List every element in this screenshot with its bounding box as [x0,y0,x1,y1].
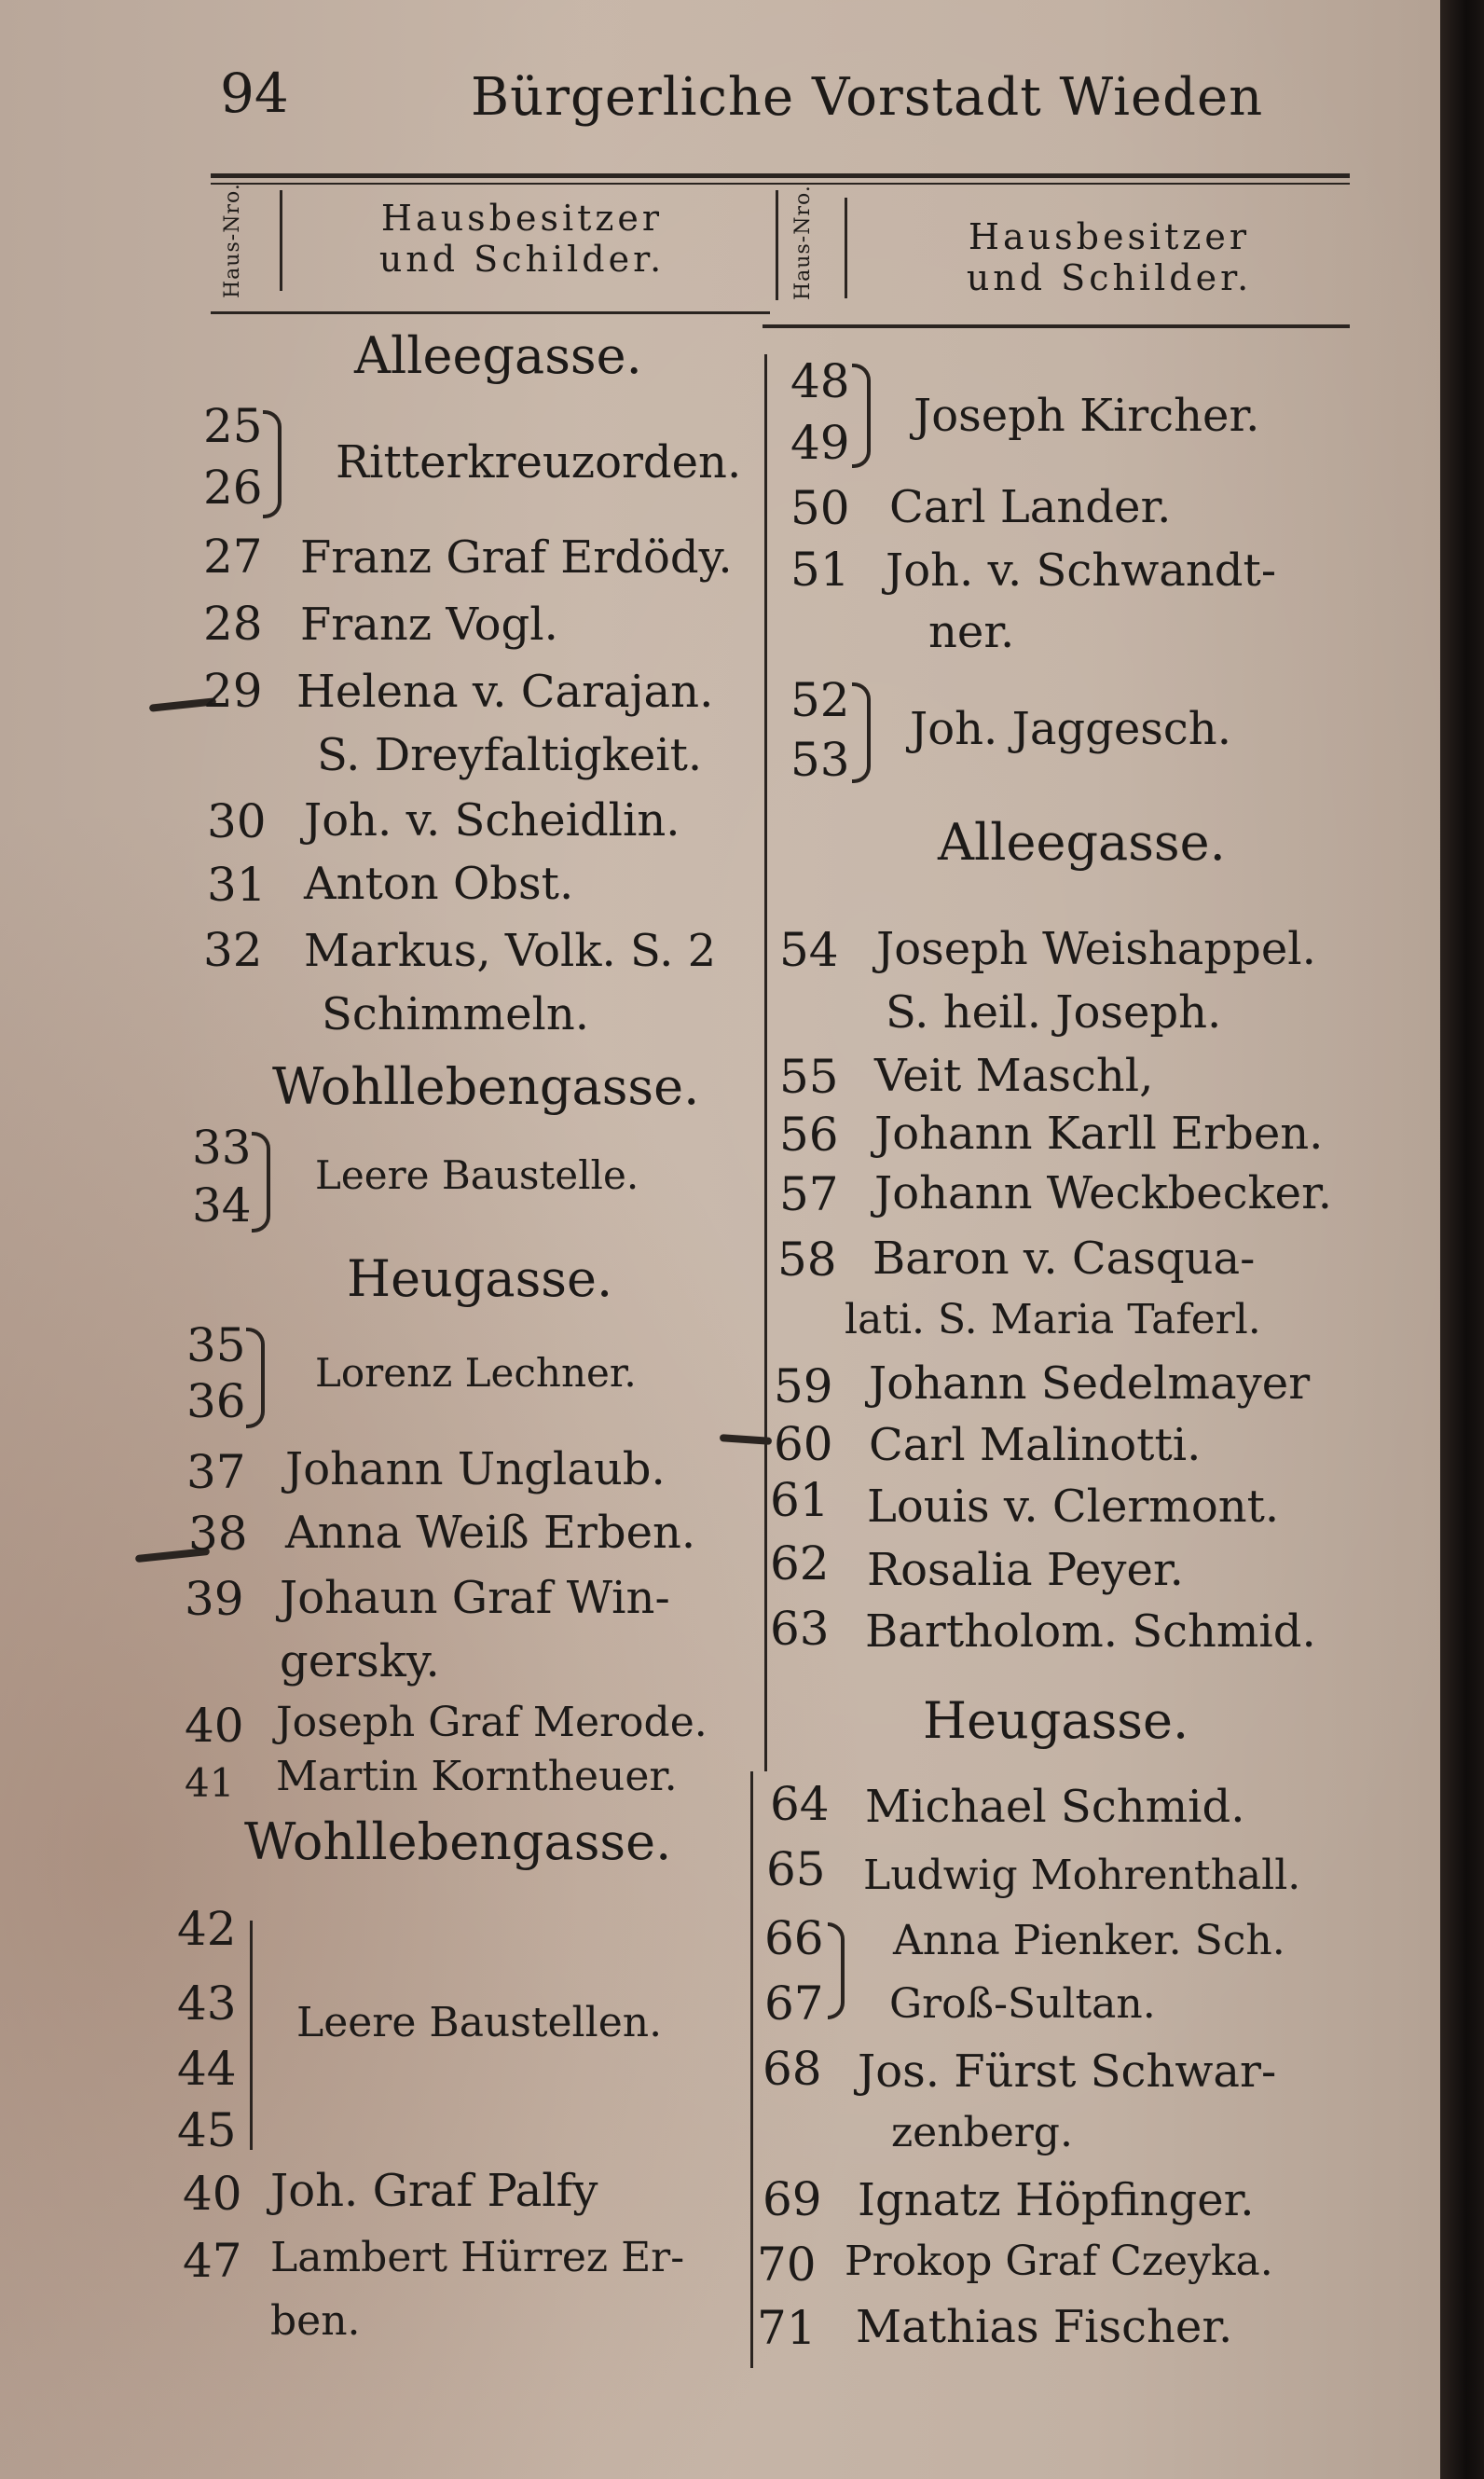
house-number: 53 [790,733,850,787]
house-number: 32 [203,923,263,977]
house-number: 43 [177,1976,237,2031]
house-number: 40 [183,2167,242,2221]
header-line2: und Schilder. [966,257,1253,298]
house-number: 63 [770,1602,830,1656]
owner-entry: Joseph Weishappel. [876,923,1316,975]
owner-entry: Johann Sedelmayer [869,1357,1311,1410]
owner-entry: Joh. Graf Palfy [270,2165,598,2217]
owner-entry: Joh. Jaggesch. [910,703,1231,755]
owner-entry: Franz Vogl. [300,599,558,651]
header-line2: und Schilder. [378,239,666,280]
street-heading: Wohllebengasse. [244,1812,672,1871]
book-gutter [1440,0,1484,2479]
house-number: 61 [770,1473,830,1527]
owner-entry: Ludwig Mohrenthall. [863,1852,1301,1899]
house-number: 50 [790,481,850,535]
house-number: 70 [757,2238,817,2292]
owner-entry: Veit Maschl, [874,1050,1154,1102]
owner-entry: Markus, Volk. S. 2 [304,925,717,977]
owner-entry: Joseph Graf Merode. [276,1699,708,1746]
owner-entry-continued: S. heil. Joseph. [886,986,1222,1039]
owner-entry: Joh. v. Schwandt- [886,544,1277,597]
house-number: 37 [186,1445,246,1499]
street-heading: Alleegasse. [938,813,1226,872]
owner-entry: Anton Obst. [304,858,574,910]
owner-entry: Johann Karll Erben. [874,1108,1324,1160]
header-rule-bottom [211,311,770,314]
house-number: 52 [790,673,850,727]
house-number: 38 [188,1507,248,1561]
street-heading: Wohllebengasse. [272,1057,700,1116]
owner-entry: Michael Schmid. [865,1781,1245,1833]
owner-entry: Mathias Fischer. [856,2301,1233,2353]
house-number: 36 [186,1374,246,1428]
owner-entry: Louis v. Clermont. [867,1481,1280,1533]
owner-entry: Anna Pienker. Sch. [893,1917,1285,1964]
column-header-haus-nro-left: Haus-Nro. [221,183,244,298]
owner-entry: Johann Unglaub. [285,1443,666,1495]
page-number: 94 [220,62,289,125]
owner-entry: Helena v. Carajan. [296,666,714,718]
house-number: 71 [757,2301,817,2355]
house-number: 54 [779,923,839,977]
house-number: 56 [779,1108,839,1162]
house-number: 41 [185,1760,235,1806]
house-number: 35 [186,1318,246,1372]
house-number: 58 [777,1233,837,1287]
house-number: 34 [192,1178,252,1233]
street-heading: Alleegasse. [354,326,642,385]
owner-entry-continued: S. Dreyfaltigkeit. [317,729,703,781]
header-divider [280,190,282,291]
house-number: 67 [764,1976,824,2031]
owner-entry: Jos. Fürst Schwar- [858,2045,1277,2098]
owner-entry: Ritterkreuzorden. [336,436,742,489]
house-number: 66 [764,1911,824,1965]
owner-entry: Johann Weckbecker. [874,1167,1332,1219]
owner-entry: Lambert Hürrez Er- [270,2234,685,2281]
house-number: 25 [203,399,263,453]
owner-entry: Carl Malinotti. [869,1419,1202,1471]
owner-entry: Lorenz Lechner. [315,1350,637,1396]
owner-entry: Baron v. Casqua- [873,1233,1256,1285]
owner-entry: Groß-Sultan. [889,1980,1156,2028]
owner-entry-continued: lati. S. Maria Taferl. [845,1296,1261,1343]
house-number: 27 [203,530,263,584]
house-number: 64 [770,1777,830,1831]
owner-entry: Carl Lander. [889,481,1172,533]
owner-entry: Johaun Graf Win- [280,1572,670,1624]
owner-entry: Franz Graf Erdödy. [300,531,733,584]
owner-entry: Prokop Graf Czeyka. [845,2238,1273,2285]
owner-entry-continued: gersky. [280,1635,440,1687]
house-number: 65 [766,1842,826,1896]
owner-entry: Rosalia Peyer. [867,1544,1184,1596]
owner-entry: Joh. v. Scheidlin. [304,794,680,847]
header-line1: Hausbesitzer [968,216,1251,257]
owner-entry: Leere Baustellen. [296,1999,663,2046]
column-header-haus-nro-right: Haus-Nro. [791,185,815,300]
page-title: Bürgerliche Vorstadt Wieden [471,67,1264,128]
house-number: 39 [185,1572,244,1626]
header-rule-bottom-right [763,324,1350,328]
house-number: 60 [774,1417,833,1471]
header-rule-top-thin [211,183,1350,185]
house-number: 47 [183,2234,242,2288]
house-number: 62 [770,1536,830,1591]
column-divider-upper [764,354,767,1771]
brace [828,1922,845,2019]
street-heading: Heugasse. [923,1691,1189,1750]
owner-entry: Joseph Kircher. [914,390,1260,442]
house-number: 30 [207,794,267,848]
owner-entry-continued: Schimmeln. [322,988,589,1040]
owner-entry-continued: zenberg. [891,2109,1073,2156]
header-divider [845,198,847,298]
house-number: 68 [763,2042,822,2096]
house-number: 57 [779,1167,839,1221]
owner-entry: Leere Baustelle. [315,1152,639,1198]
house-number: 69 [763,2172,822,2226]
street-heading: Heugasse. [347,1249,613,1308]
house-number: 42 [177,1902,237,1956]
house-number: 31 [207,858,267,912]
house-number: 26 [203,461,263,515]
owner-entry: Anna Weiß Erben. [285,1507,696,1559]
house-number: 55 [779,1050,839,1104]
house-number: 48 [790,354,850,408]
owner-entry: Ignatz Höpfinger. [858,2174,1255,2226]
house-number: 28 [203,597,263,651]
header-divider-mid [776,190,778,300]
owner-entry-continued: ben. [270,2297,361,2345]
header-rule-top [211,173,1350,178]
house-number: 40 [185,1699,244,1753]
brace [263,410,282,518]
owner-entry: Martin Korntheuer. [276,1753,678,1800]
brace [852,682,871,783]
house-number: 59 [774,1359,833,1413]
column-divider-lower [750,1771,753,2368]
house-number: 33 [192,1121,252,1175]
brace [246,1328,265,1428]
brace [852,364,871,468]
owner-entry: Bartholom. Schmid. [865,1605,1316,1658]
brace [252,1132,270,1233]
owner-entry-continued: ner. [928,606,1015,658]
house-number: 49 [790,416,850,470]
header-line1: Hausbesitzer [380,198,664,239]
house-number: 45 [177,2103,237,2157]
house-number: 29 [203,664,263,718]
column-header-hausbesitzer-left [298,198,746,280]
house-number: 44 [177,2042,237,2096]
house-number: 51 [790,543,850,597]
grouping-bracket [250,1921,253,2150]
column-header-hausbesitzer-right [867,216,1352,298]
